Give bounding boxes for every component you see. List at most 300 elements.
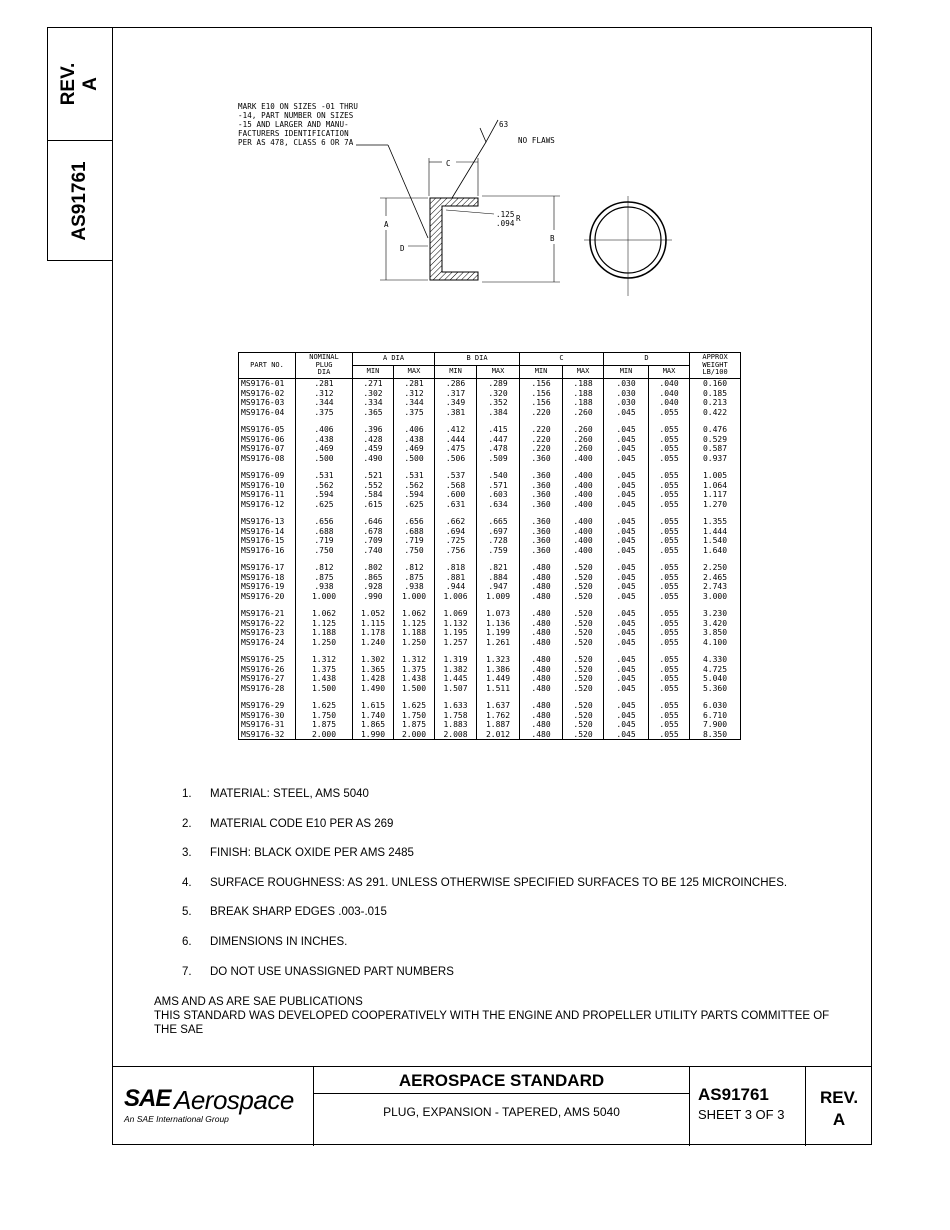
spacer-cell — [520, 647, 563, 655]
header-nominal-line: NOMINAL — [309, 353, 339, 361]
table-cell: .045 — [604, 454, 649, 464]
table-row — [239, 628, 741, 638]
table-cell: .220 — [520, 435, 563, 445]
table-cell: .045 — [604, 684, 649, 694]
table-cell: .480 — [520, 730, 563, 740]
table-cell: 1.302 — [353, 655, 394, 665]
table-cell: 1.428 — [353, 674, 394, 684]
header-d: D — [604, 353, 690, 366]
spacer-cell — [239, 647, 296, 655]
table-cell: 1.312 — [394, 655, 435, 665]
table-cell: .406 — [394, 425, 435, 435]
spacer-cell — [649, 601, 690, 609]
table-row — [239, 701, 741, 711]
table-cell: .281 — [296, 379, 353, 389]
logo-aerospace-text: Aerospace — [174, 1085, 294, 1115]
table-cell: 1.875 — [394, 720, 435, 730]
table-cell: 6.030 — [690, 701, 741, 711]
table-cell: 0.185 — [690, 389, 741, 399]
table-row — [239, 389, 741, 399]
table-cell: .045 — [604, 638, 649, 648]
table-cell: .480 — [520, 711, 563, 721]
table-cell: .520 — [563, 655, 604, 665]
spacer-cell — [477, 647, 520, 655]
part-number-cell: MS9176-01 — [239, 379, 296, 389]
mark-note-line: MARK E10 ON SIZES -01 THRU — [238, 102, 358, 111]
table-cell: 1.312 — [296, 655, 353, 665]
table-cell: .055 — [649, 527, 690, 537]
table-cell: .459 — [353, 444, 394, 454]
header-max: MAX — [563, 366, 604, 379]
finish-value: 63 — [499, 120, 509, 129]
sheet-number: SHEET 3 OF 3 — [698, 1107, 785, 1122]
note-number: 7. — [182, 965, 192, 978]
table-cell: .045 — [604, 609, 649, 619]
spacer-cell — [394, 463, 435, 471]
table-cell: .412 — [435, 425, 477, 435]
table-cell: 4.330 — [690, 655, 741, 665]
table-cell: .045 — [604, 628, 649, 638]
table-row — [239, 674, 741, 684]
table-cell: 1.750 — [394, 711, 435, 721]
spacer-cell — [296, 693, 353, 701]
table-cell: 1.365 — [353, 665, 394, 675]
table-cell: .055 — [649, 609, 690, 619]
table-cell: .381 — [435, 408, 477, 418]
table-cell: .818 — [435, 563, 477, 573]
table-cell: .045 — [604, 701, 649, 711]
table-cell: .030 — [604, 389, 649, 399]
spacer-cell — [520, 601, 563, 609]
radius-max: .125 — [496, 210, 515, 219]
spacer-cell — [394, 509, 435, 517]
table-cell: .045 — [604, 711, 649, 721]
doc-number-cell — [690, 1067, 806, 1146]
table-cell: 1.865 — [353, 720, 394, 730]
spacer-cell — [563, 693, 604, 701]
dimension-table-grid — [238, 352, 741, 740]
table-cell: .055 — [649, 730, 690, 740]
table-cell: 1.062 — [296, 609, 353, 619]
table-row — [239, 490, 741, 500]
table-cell: .520 — [563, 573, 604, 583]
table-cell: .480 — [520, 609, 563, 619]
label-c: C — [446, 159, 451, 168]
table-cell: 4.725 — [690, 665, 741, 675]
spacer-cell — [604, 417, 649, 425]
table-cell: .045 — [604, 425, 649, 435]
spacer-cell — [394, 555, 435, 563]
spacer-cell — [690, 463, 741, 471]
table-cell: .188 — [563, 389, 604, 399]
table-cell: .055 — [649, 517, 690, 527]
table-cell: .045 — [604, 536, 649, 546]
publication-line: AMS AND AS ARE SAE PUBLICATIONS — [154, 996, 363, 1008]
table-cell: 1.875 — [296, 720, 353, 730]
side-revision-text — [58, 63, 102, 106]
table-cell: .537 — [435, 471, 477, 481]
table-cell: .360 — [520, 490, 563, 500]
table-group-spacer — [239, 463, 741, 471]
table-cell: .688 — [296, 527, 353, 537]
spacer-cell — [353, 647, 394, 655]
table-cell: .286 — [435, 379, 477, 389]
table-cell: .447 — [477, 435, 520, 445]
table-row — [239, 573, 741, 583]
table-cell: .220 — [520, 425, 563, 435]
table-cell: 1.449 — [477, 674, 520, 684]
table-cell: .520 — [563, 720, 604, 730]
spacer-cell — [649, 555, 690, 563]
table-cell: .334 — [353, 398, 394, 408]
table-cell: .520 — [563, 701, 604, 711]
header-min: MIN — [520, 366, 563, 379]
table-cell: .678 — [353, 527, 394, 537]
table-cell: .375 — [296, 408, 353, 418]
table-row — [239, 454, 741, 464]
table-cell: 1.625 — [296, 701, 353, 711]
spacer-cell — [604, 647, 649, 655]
table-cell: .480 — [520, 638, 563, 648]
header-min: MIN — [604, 366, 649, 379]
table-cell: .360 — [520, 536, 563, 546]
part-number-cell: MS9176-23 — [239, 628, 296, 638]
table-cell: 1.375 — [394, 665, 435, 675]
note-text: MATERIAL CODE E10 PER AS 269 — [210, 817, 394, 830]
table-cell: 1.073 — [477, 609, 520, 619]
table-group-spacer — [239, 647, 741, 655]
spacer-cell — [520, 509, 563, 517]
table-cell: 2.000 — [296, 730, 353, 740]
spacer-cell — [435, 555, 477, 563]
table-cell: .520 — [563, 619, 604, 629]
table-cell: .055 — [649, 536, 690, 546]
note-text: DIMENSIONS IN INCHES. — [210, 935, 348, 948]
part-number-cell: MS9176-12 — [239, 500, 296, 510]
table-cell: .302 — [353, 389, 394, 399]
table-cell: 1.136 — [477, 619, 520, 629]
spacer-cell — [477, 601, 520, 609]
part-number-cell: MS9176-24 — [239, 638, 296, 648]
table-cell: 1.188 — [296, 628, 353, 638]
table-cell: .400 — [563, 490, 604, 500]
table-cell: .625 — [296, 500, 353, 510]
table-cell: .509 — [477, 454, 520, 464]
table-cell: 2.465 — [690, 573, 741, 583]
table-cell: .759 — [477, 546, 520, 556]
table-cell: .520 — [563, 638, 604, 648]
revision-label: REV. — [819, 1088, 859, 1107]
note-number: 6. — [182, 935, 192, 948]
table-cell: 2.008 — [435, 730, 477, 740]
table-group-spacer — [239, 555, 741, 563]
header-b-dia: B DIA — [435, 353, 520, 366]
table-cell: .469 — [296, 444, 353, 454]
radius-label: R — [516, 214, 521, 223]
table-cell: .490 — [353, 454, 394, 464]
table-row — [239, 517, 741, 527]
finish-note: NO FLAWS — [518, 136, 555, 145]
note-text: SURFACE ROUGHNESS: AS 291. UNLESS OTHERWISE SPECIFIED SURFACES TO BE 125 MICROINCHES. — [210, 876, 788, 889]
table-row — [239, 730, 741, 740]
header-nominal-line: DIA — [317, 368, 331, 377]
table-cell: .045 — [604, 619, 649, 629]
table-cell: .821 — [477, 563, 520, 573]
table-row — [239, 711, 741, 721]
table-cell: .750 — [296, 546, 353, 556]
table-cell: .562 — [296, 481, 353, 491]
spacer-cell — [435, 693, 477, 701]
table-cell: .045 — [604, 674, 649, 684]
label-a: A — [384, 220, 389, 229]
table-row — [239, 379, 741, 389]
logo-tagline: An SAE International Group — [124, 1114, 229, 1124]
table-cell: .480 — [520, 582, 563, 592]
mark-note-line: PER AS 478, CLASS 6 OR 7A — [238, 138, 354, 147]
table-cell: 1.355 — [690, 517, 741, 527]
table-cell: .520 — [563, 628, 604, 638]
table-cell: .694 — [435, 527, 477, 537]
table-cell: 1.195 — [435, 628, 477, 638]
table-cell: .520 — [563, 711, 604, 721]
table-cell: 0.476 — [690, 425, 741, 435]
table-cell: .055 — [649, 454, 690, 464]
spacer-cell — [353, 463, 394, 471]
table-cell: .055 — [649, 720, 690, 730]
table-cell: 1.132 — [435, 619, 477, 629]
table-cell: .520 — [563, 730, 604, 740]
table-cell: .600 — [435, 490, 477, 500]
dimension-table — [238, 352, 740, 740]
table-cell: .040 — [649, 379, 690, 389]
table-cell: .740 — [353, 546, 394, 556]
table-cell: 3.000 — [690, 592, 741, 602]
table-row — [239, 665, 741, 675]
note-text: DO NOT USE UNASSIGNED PART NUMBERS — [210, 965, 454, 978]
spacer-cell — [353, 693, 394, 701]
table-cell: .725 — [435, 536, 477, 546]
table-cell: .552 — [353, 481, 394, 491]
table-cell: 1.740 — [353, 711, 394, 721]
note-number: 5. — [182, 906, 192, 919]
table-cell: .480 — [520, 592, 563, 602]
table-cell: 1.887 — [477, 720, 520, 730]
table-cell: 1.375 — [296, 665, 353, 675]
table-cell: 1.117 — [690, 490, 741, 500]
table-cell: .055 — [649, 582, 690, 592]
table-cell: .375 — [394, 408, 435, 418]
table-cell: 1.199 — [477, 628, 520, 638]
table-cell: 1.625 — [394, 701, 435, 711]
table-cell: 1.750 — [296, 711, 353, 721]
header-max: MAX — [649, 366, 690, 379]
table-cell: .281 — [394, 379, 435, 389]
spacer-cell — [649, 417, 690, 425]
spacer-cell — [239, 601, 296, 609]
table-cell: .156 — [520, 398, 563, 408]
spacer-cell — [296, 463, 353, 471]
table-cell: .045 — [604, 546, 649, 556]
spacer-cell — [435, 509, 477, 517]
table-cell: .156 — [520, 389, 563, 399]
part-number-cell: MS9176-07 — [239, 444, 296, 454]
table-row — [239, 655, 741, 665]
table-cell: .317 — [435, 389, 477, 399]
label-d: D — [400, 244, 405, 253]
table-cell: .406 — [296, 425, 353, 435]
header-max: MAX — [477, 366, 520, 379]
table-cell: .360 — [520, 481, 563, 491]
table-cell: .480 — [520, 563, 563, 573]
revision-cell — [806, 1067, 872, 1146]
table-cell: .444 — [435, 435, 477, 445]
table-row — [239, 638, 741, 648]
spacer-cell — [394, 693, 435, 701]
table-cell: 3.230 — [690, 609, 741, 619]
spacer-cell — [604, 693, 649, 701]
table-cell: .220 — [520, 444, 563, 454]
spacer-cell — [649, 647, 690, 655]
dimension-table-body — [239, 379, 741, 740]
table-cell: 1.445 — [435, 674, 477, 684]
table-cell: .055 — [649, 665, 690, 675]
table-cell: .055 — [649, 655, 690, 665]
spacer-cell — [239, 509, 296, 517]
table-cell: .480 — [520, 674, 563, 684]
part-number-cell: MS9176-10 — [239, 481, 296, 491]
table-cell: .400 — [563, 454, 604, 464]
note-number: 2. — [182, 817, 192, 830]
table-cell: 2.012 — [477, 730, 520, 740]
table-cell: 0.529 — [690, 435, 741, 445]
header-nominal-line: PLUG — [315, 360, 333, 369]
table-cell: .812 — [394, 563, 435, 573]
table-cell: .480 — [520, 573, 563, 583]
spacer-cell — [239, 463, 296, 471]
part-number-cell: MS9176-06 — [239, 435, 296, 445]
table-cell: 1.270 — [690, 500, 741, 510]
table-cell: .662 — [435, 517, 477, 527]
note-number: 3. — [182, 847, 192, 860]
table-cell: .055 — [649, 490, 690, 500]
table-cell: .480 — [520, 684, 563, 694]
spacer-cell — [563, 647, 604, 655]
table-cell: .865 — [353, 573, 394, 583]
table-cell: 1.883 — [435, 720, 477, 730]
table-cell: .045 — [604, 408, 649, 418]
table-cell: 1.323 — [477, 655, 520, 665]
table-cell: 3.420 — [690, 619, 741, 629]
table-cell: .603 — [477, 490, 520, 500]
table-cell: 1.250 — [394, 638, 435, 648]
table-row — [239, 546, 741, 556]
part-number-cell: MS9176-14 — [239, 527, 296, 537]
table-cell: .719 — [394, 536, 435, 546]
table-cell: .055 — [649, 711, 690, 721]
table-cell: 1.386 — [477, 665, 520, 675]
mark-note-line: -15 AND LARGER AND MANU- — [238, 120, 349, 129]
table-cell: .045 — [604, 527, 649, 537]
table-row — [239, 425, 741, 435]
table-row — [239, 408, 741, 418]
label-b: B — [550, 234, 555, 243]
table-cell: .045 — [604, 582, 649, 592]
part-number-cell: MS9176-27 — [239, 674, 296, 684]
table-group-spacer — [239, 417, 741, 425]
table-cell: 0.587 — [690, 444, 741, 454]
table-cell: .045 — [604, 444, 649, 454]
table-cell: .697 — [477, 527, 520, 537]
part-number-cell: MS9176-21 — [239, 609, 296, 619]
table-cell: .055 — [649, 471, 690, 481]
spacer-cell — [690, 693, 741, 701]
table-cell: 1.125 — [296, 619, 353, 629]
table-cell: .884 — [477, 573, 520, 583]
table-group-spacer — [239, 601, 741, 609]
spacer-cell — [690, 555, 741, 563]
part-number-cell: MS9176-05 — [239, 425, 296, 435]
part-number-cell: MS9176-28 — [239, 684, 296, 694]
table-cell: .615 — [353, 500, 394, 510]
table-cell: .944 — [435, 582, 477, 592]
spacer-cell — [604, 509, 649, 517]
table-cell: .400 — [563, 471, 604, 481]
table-cell: 3.850 — [690, 628, 741, 638]
table-cell: .030 — [604, 379, 649, 389]
header-max: MAX — [394, 366, 435, 379]
table-cell: 1.500 — [394, 684, 435, 694]
radius-min: .094 — [496, 219, 515, 228]
standard-heading: AEROSPACE STANDARD — [314, 1067, 689, 1094]
table-cell: .045 — [604, 490, 649, 500]
table-cell: .312 — [394, 389, 435, 399]
table-cell: 5.040 — [690, 674, 741, 684]
table-cell: .156 — [520, 379, 563, 389]
table-cell: .480 — [520, 628, 563, 638]
table-cell: 5.360 — [690, 684, 741, 694]
part-number-cell: MS9176-03 — [239, 398, 296, 408]
header-weight-line: WEIGHT — [702, 360, 728, 369]
table-cell: .400 — [563, 527, 604, 537]
table-row — [239, 609, 741, 619]
table-cell: 2.000 — [394, 730, 435, 740]
table-cell: .360 — [520, 471, 563, 481]
table-row — [239, 435, 741, 445]
table-cell: 2.743 — [690, 582, 741, 592]
side-revision-box — [47, 27, 113, 141]
table-cell: .220 — [520, 408, 563, 418]
table-cell: 1.250 — [296, 638, 353, 648]
table-cell: 6.710 — [690, 711, 741, 721]
table-cell: .055 — [649, 408, 690, 418]
table-cell: .756 — [435, 546, 477, 556]
table-cell: 1.615 — [353, 701, 394, 711]
table-cell: .480 — [520, 619, 563, 629]
table-cell: .352 — [477, 398, 520, 408]
table-cell: .320 — [477, 389, 520, 399]
table-cell: .360 — [520, 454, 563, 464]
table-cell: .438 — [394, 435, 435, 445]
table-cell: 1.490 — [353, 684, 394, 694]
table-cell: .594 — [394, 490, 435, 500]
table-group-spacer — [239, 509, 741, 517]
table-cell: .938 — [296, 582, 353, 592]
header-a-dia: A DIA — [353, 353, 435, 366]
table-cell: 8.350 — [690, 730, 741, 740]
table-cell: .520 — [563, 582, 604, 592]
table-cell: .928 — [353, 582, 394, 592]
spacer-cell — [353, 509, 394, 517]
